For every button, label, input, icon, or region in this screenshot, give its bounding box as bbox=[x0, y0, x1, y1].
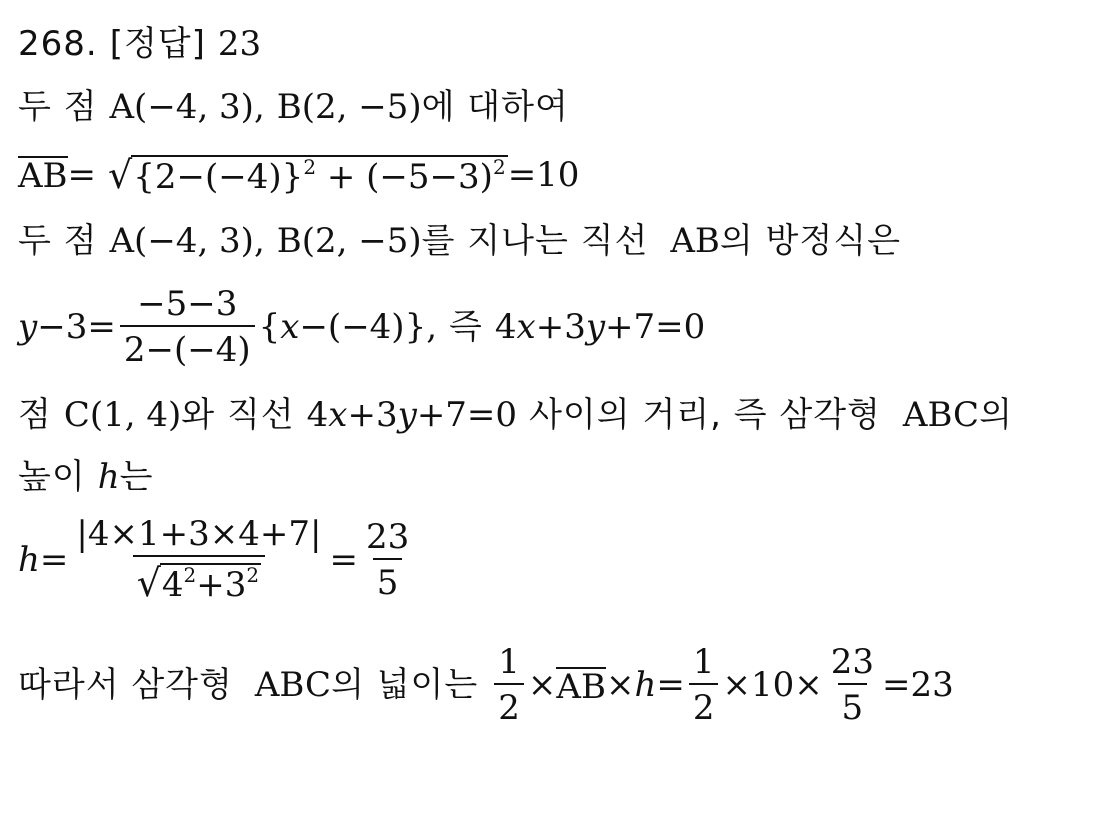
problem-number: 268. bbox=[18, 24, 98, 64]
fraction-numerator: 1 bbox=[498, 642, 520, 682]
half-fraction bbox=[689, 642, 719, 728]
equation-area bbox=[18, 642, 954, 728]
term-plus-3: +3 bbox=[347, 395, 398, 435]
fraction-denominator: 2 bbox=[689, 683, 719, 725]
var-x: x bbox=[280, 307, 300, 347]
point-c: C(1, 4) bbox=[63, 395, 182, 435]
equals-sign: = bbox=[329, 539, 358, 580]
distance-fraction bbox=[72, 514, 325, 605]
coef-4: 4 bbox=[494, 307, 517, 347]
radicand bbox=[160, 563, 261, 605]
text-equation-is: 의 방정식은 bbox=[719, 221, 901, 261]
times-ten: ×10× bbox=[722, 665, 823, 705]
var-h: h bbox=[97, 457, 120, 497]
eq-tail: +7=0 bbox=[416, 395, 518, 435]
height-result-fraction bbox=[362, 516, 413, 603]
times-sign: × bbox=[605, 665, 635, 705]
text-distance-triangle: 사이의 거리, 즉 삼각형 bbox=[529, 395, 881, 435]
equation-height bbox=[18, 514, 417, 605]
point-a: A(−4, 3), bbox=[109, 221, 265, 261]
height-fraction bbox=[827, 642, 878, 728]
slope-denominator: 2−(−4) bbox=[120, 325, 255, 367]
text-namely: 즉 bbox=[449, 307, 483, 347]
text-two-points: 두 점 bbox=[18, 87, 98, 127]
exponent: 2 bbox=[303, 155, 317, 179]
half-fraction bbox=[494, 642, 524, 728]
triangle-abc: ABC bbox=[254, 665, 332, 705]
point-b: B(2, −5) bbox=[276, 221, 422, 261]
text-two-points: 두 점 bbox=[18, 221, 98, 261]
equation-line-ab bbox=[18, 284, 706, 370]
brace-inner: −(−4)}, bbox=[299, 307, 438, 347]
fraction-numerator: 1 bbox=[692, 642, 715, 682]
exponent: 2 bbox=[246, 563, 260, 587]
equals-sign: = bbox=[67, 154, 97, 195]
plus-3: +3 bbox=[196, 565, 247, 605]
slope-fraction bbox=[120, 284, 255, 370]
result-denominator: 5 bbox=[373, 558, 403, 600]
fraction-denominator: 5 bbox=[838, 683, 868, 725]
text-therefore-triangle: 따라서 삼각형 bbox=[18, 665, 233, 705]
equals-sign: = bbox=[39, 539, 69, 580]
exponent: 2 bbox=[183, 563, 197, 587]
plus-sign: + bbox=[326, 157, 356, 197]
var-y: y bbox=[585, 307, 606, 347]
result-numerator: 23 bbox=[365, 516, 410, 557]
line-ab-equation-intro bbox=[18, 221, 901, 261]
distance-denominator bbox=[133, 555, 265, 605]
sqrt-denominator bbox=[136, 561, 261, 605]
var-x: x bbox=[516, 307, 536, 347]
triangle-abc: ABC bbox=[902, 395, 980, 435]
line-points-intro bbox=[18, 87, 569, 127]
coef-4: 4 bbox=[306, 395, 329, 435]
text-point: 점 bbox=[18, 395, 52, 435]
point-b: B(2, −5) bbox=[276, 87, 422, 127]
text-regarding: 에 대하여 bbox=[421, 87, 569, 127]
line-distance-intro bbox=[18, 395, 1013, 435]
var-x: x bbox=[328, 395, 348, 435]
lhs-rest: −3= bbox=[37, 307, 116, 347]
times-sign: × bbox=[527, 665, 557, 705]
fraction-numerator: 23 bbox=[830, 642, 874, 682]
var-h: h bbox=[18, 539, 40, 580]
text-topic: 는 bbox=[119, 457, 154, 497]
text-area-is: 의 넓이는 bbox=[331, 665, 479, 705]
equals-sign: = bbox=[656, 665, 685, 705]
radicand bbox=[131, 155, 507, 197]
area-result: =23 bbox=[882, 665, 954, 705]
slope-numerator: −5−3 bbox=[137, 284, 238, 324]
segment-ab: AB bbox=[18, 156, 68, 196]
radical-icon: √ bbox=[108, 153, 133, 197]
text-and-line: 와 직선 bbox=[181, 395, 295, 435]
radical-icon: √ bbox=[136, 561, 161, 605]
answer-value: 23 bbox=[217, 24, 262, 64]
text-passing-line: 를 지나는 직선 bbox=[421, 221, 649, 261]
segment-ab: AB bbox=[556, 666, 606, 707]
var-y: y bbox=[397, 395, 417, 435]
var-y: y bbox=[18, 307, 38, 347]
eq-tail: +7=0 bbox=[605, 307, 706, 347]
ab-result: =10 bbox=[507, 154, 580, 195]
radicand-part1: {2−(−4)} bbox=[133, 157, 304, 197]
line-ab-label: AB bbox=[670, 221, 720, 261]
exponent: 2 bbox=[492, 155, 506, 179]
equation-ab-length bbox=[18, 153, 580, 197]
text-of: 의 bbox=[979, 395, 1013, 435]
line-height-intro bbox=[18, 457, 154, 497]
term-plus-3: +3 bbox=[535, 307, 586, 347]
distance-numerator: |4×1+3×4+7| bbox=[76, 514, 322, 554]
answer-header bbox=[18, 24, 262, 64]
radicand-part2: (−5−3) bbox=[366, 157, 493, 197]
point-a: A(−4, 3), bbox=[109, 87, 265, 127]
sqrt-distance bbox=[108, 153, 508, 197]
brace-open: { bbox=[258, 307, 281, 347]
var-h: h bbox=[634, 665, 657, 705]
base-4: 4 bbox=[161, 565, 184, 605]
text-height: 높이 bbox=[18, 457, 86, 497]
answer-label: [정답] bbox=[109, 24, 206, 64]
fraction-denominator: 2 bbox=[494, 683, 524, 725]
